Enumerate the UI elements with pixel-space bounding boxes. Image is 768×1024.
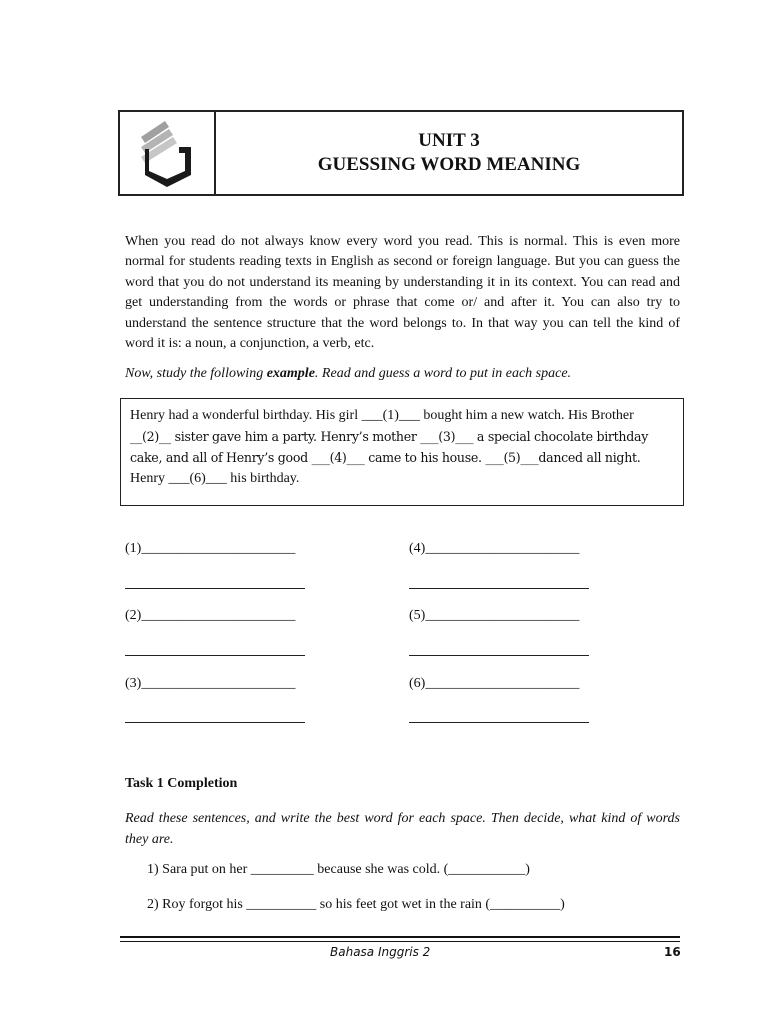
answer-blank-3[interactable]: (3)______________________ — [125, 676, 296, 691]
task-item: 1) Sara put on her _________ because she was cold. (___________) — [147, 862, 530, 877]
answer-blank-1[interactable]: (1)______________________ — [125, 541, 296, 556]
logo-cell — [120, 112, 216, 194]
task-instruction: Read these sentences, and write the best word for each space. Then decide, what kind of words they are. — [125, 811, 680, 847]
answer-line[interactable] — [125, 655, 305, 656]
answer-blank-2[interactable]: (2)______________________ — [125, 608, 296, 623]
task-item: 2) Roy forgot his __________ so his feet got wet in the rain (__________) — [147, 897, 565, 912]
page-number: 16 — [664, 945, 681, 959]
answer-blank-6[interactable]: (6)______________________ — [409, 676, 580, 691]
footer-title: Bahasa Inggris 2 — [330, 945, 431, 959]
answer-line[interactable] — [125, 588, 305, 589]
intro-paragraph: When you read do not always know every word you read. This is normal. This is even more normal for students reading texts in English as second or foreign language. But you can guess the word that you do not understand its meaning by understanding it in its context. You can read and get understanding from the words or phrase that come or/ and after it. You can also try to understand the sentence structure that the word belongs to. In that way you can tell the kind of word it is: a noun, a conjunction, a verb, etc. — [125, 234, 680, 352]
answer-line[interactable] — [409, 655, 589, 656]
answer-line[interactable] — [125, 722, 305, 723]
unit-header — [118, 110, 684, 196]
answer-line[interactable] — [409, 588, 589, 589]
answer-blank-5[interactable]: (5)______________________ — [409, 608, 580, 623]
instruction-prefix: Now, study the following — [125, 366, 267, 381]
example-box — [120, 398, 684, 506]
instruction-emphasis: example — [266, 366, 315, 381]
example-instruction — [125, 366, 680, 382]
task-title: Task 1 Completion — [125, 776, 238, 791]
instruction-suffix: . Read and guess a word to put in each space. — [314, 366, 572, 381]
footer-rule — [120, 936, 680, 938]
example-line: Henry had a wonderful birthday. His girl ___(1)___ bought him a new watch. His Brother — [130, 408, 634, 423]
answer-blank-4[interactable]: (4)______________________ — [409, 541, 580, 556]
example-line: cake, and all of Henry’s good ___(4)___ came to his house. ___(5)___danced all night. — [130, 450, 641, 465]
unit-number: UNIT 3 — [418, 130, 480, 151]
title-cell — [216, 112, 682, 194]
example-line: __(2)__ sister gave him a party. Henry’s mother ___(3)___ a special chocolate birthday — [130, 429, 649, 444]
example-line: Henry ___(6)___ his birthday. — [130, 471, 300, 486]
answer-line[interactable] — [409, 722, 589, 723]
footer-rule — [120, 941, 680, 942]
unit-title: GUESSING WORD MEANING — [317, 154, 581, 175]
unit-logo-icon — [131, 113, 203, 193]
